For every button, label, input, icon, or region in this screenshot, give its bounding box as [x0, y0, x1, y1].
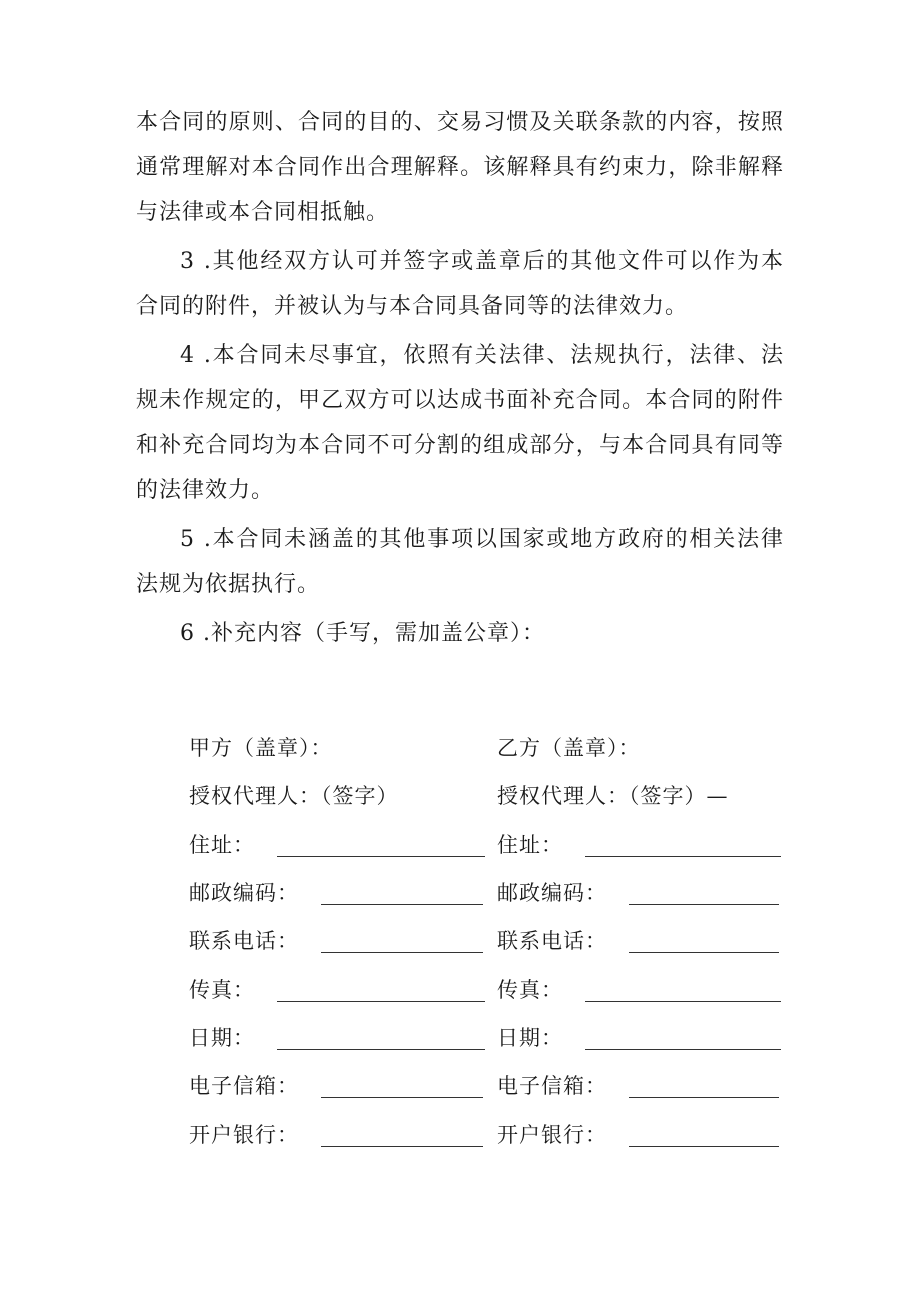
party-a-phone-field[interactable]: [321, 952, 483, 953]
party-a-address-field[interactable]: [277, 856, 485, 857]
party-a-bank-field[interactable]: [321, 1146, 483, 1147]
party-a-email-cell: [189, 1070, 497, 1100]
party-a-fax-label: 传真：: [189, 977, 255, 1002]
party-b-title-cell: [497, 732, 789, 762]
party-b-fax-cell: [497, 974, 789, 1004]
party-b-bank-label: 开户银行：: [497, 1122, 607, 1147]
clause-continuation: 本合同的原则、合同的目的、交易习惯及关联条款的内容，按照通常理解对本合同作出合理解释。该解释具有约束力，除非解释与法律或本合同相抵触。: [136, 110, 784, 225]
party-b-email-field[interactable]: [629, 1097, 779, 1098]
signature-row-phone: [189, 916, 789, 964]
clause-6: 6 .补充内容（手写，需加盖公章）：: [180, 621, 545, 646]
party-b-address-field[interactable]: [585, 856, 781, 857]
party-a-agent-label: 授权代理人：（签字）: [189, 784, 399, 809]
party-a-agent-cell: [189, 780, 497, 810]
party-a-title: 甲方（盖章）：: [189, 736, 333, 761]
party-b-phone-label: 联系电话：: [497, 929, 607, 954]
party-a-date-cell: [189, 1022, 497, 1052]
party-a-address-label: 住址：: [189, 832, 255, 857]
party-b-address-label: 住址：: [497, 832, 563, 857]
party-b-phone-cell: [497, 925, 789, 955]
party-b-bank-cell: [497, 1119, 789, 1149]
party-a-postcode-cell: [189, 877, 497, 907]
party-b-title: 乙方（盖章）：: [497, 736, 641, 761]
clause-4: 4 .本合同未尽事宜，依照有关法律、法规执行，法律、法规未作规定的，甲乙双方可以达成书面补充合同。本合同的附件和补充合同均为本合同不可分割的组成部分，与本合同具有同等的法律效力。: [136, 343, 784, 503]
party-a-bank-cell: [189, 1119, 497, 1149]
party-b-postcode-field[interactable]: [629, 904, 779, 905]
clause-5: 5 .本合同未涵盖的其他事项以国家或地方政府的相关法律法规为依据执行。: [136, 527, 784, 597]
clause-3: 3 .其他经双方认可并签字或盖章后的其他文件可以作为本合同的附件，并被认为与本合同具备同等的法律效力。: [136, 249, 784, 319]
signature-row-email: [189, 1061, 789, 1109]
signature-row-bank: [189, 1109, 789, 1157]
party-b-fax-label: 传真：: [497, 977, 563, 1002]
party-b-agent-label: 授权代理人：（签字）—: [497, 784, 729, 809]
contract-terms: [136, 100, 784, 660]
signature-row-address: [189, 820, 789, 868]
signature-row-fax: [189, 964, 789, 1012]
party-a-email-label: 电子信箱：: [189, 1074, 299, 1099]
signature-block: [189, 723, 789, 1158]
signature-row-title: [189, 723, 789, 771]
party-b-agent-cell: [497, 780, 789, 810]
signature-row-agent: [189, 771, 789, 819]
party-b-date-field[interactable]: [585, 1049, 781, 1050]
party-b-date-cell: [497, 1022, 789, 1052]
party-b-date-label: 日期：: [497, 1025, 563, 1050]
party-a-fax-field[interactable]: [277, 1001, 485, 1002]
party-a-email-field[interactable]: [321, 1097, 483, 1098]
signature-row-date: [189, 1013, 789, 1061]
party-a-date-field[interactable]: [277, 1049, 485, 1050]
party-b-postcode-label: 邮政编码：: [497, 881, 607, 906]
party-a-address-cell: [189, 829, 497, 859]
signature-row-postcode: [189, 868, 789, 916]
party-b-address-cell: [497, 829, 789, 859]
party-b-postcode-cell: [497, 877, 789, 907]
party-a-postcode-field[interactable]: [321, 904, 483, 905]
party-a-fax-cell: [189, 974, 497, 1004]
party-a-phone-cell: [189, 925, 497, 955]
party-b-email-label: 电子信箱：: [497, 1074, 607, 1099]
party-b-phone-field[interactable]: [629, 952, 779, 953]
party-a-postcode-label: 邮政编码：: [189, 881, 299, 906]
party-a-title-cell: [189, 732, 497, 762]
party-b-fax-field[interactable]: [585, 1001, 781, 1002]
party-a-phone-label: 联系电话：: [189, 929, 299, 954]
party-a-date-label: 日期：: [189, 1025, 255, 1050]
party-b-email-cell: [497, 1070, 789, 1100]
party-a-bank-label: 开户银行：: [189, 1122, 299, 1147]
party-b-bank-field[interactable]: [629, 1146, 779, 1147]
